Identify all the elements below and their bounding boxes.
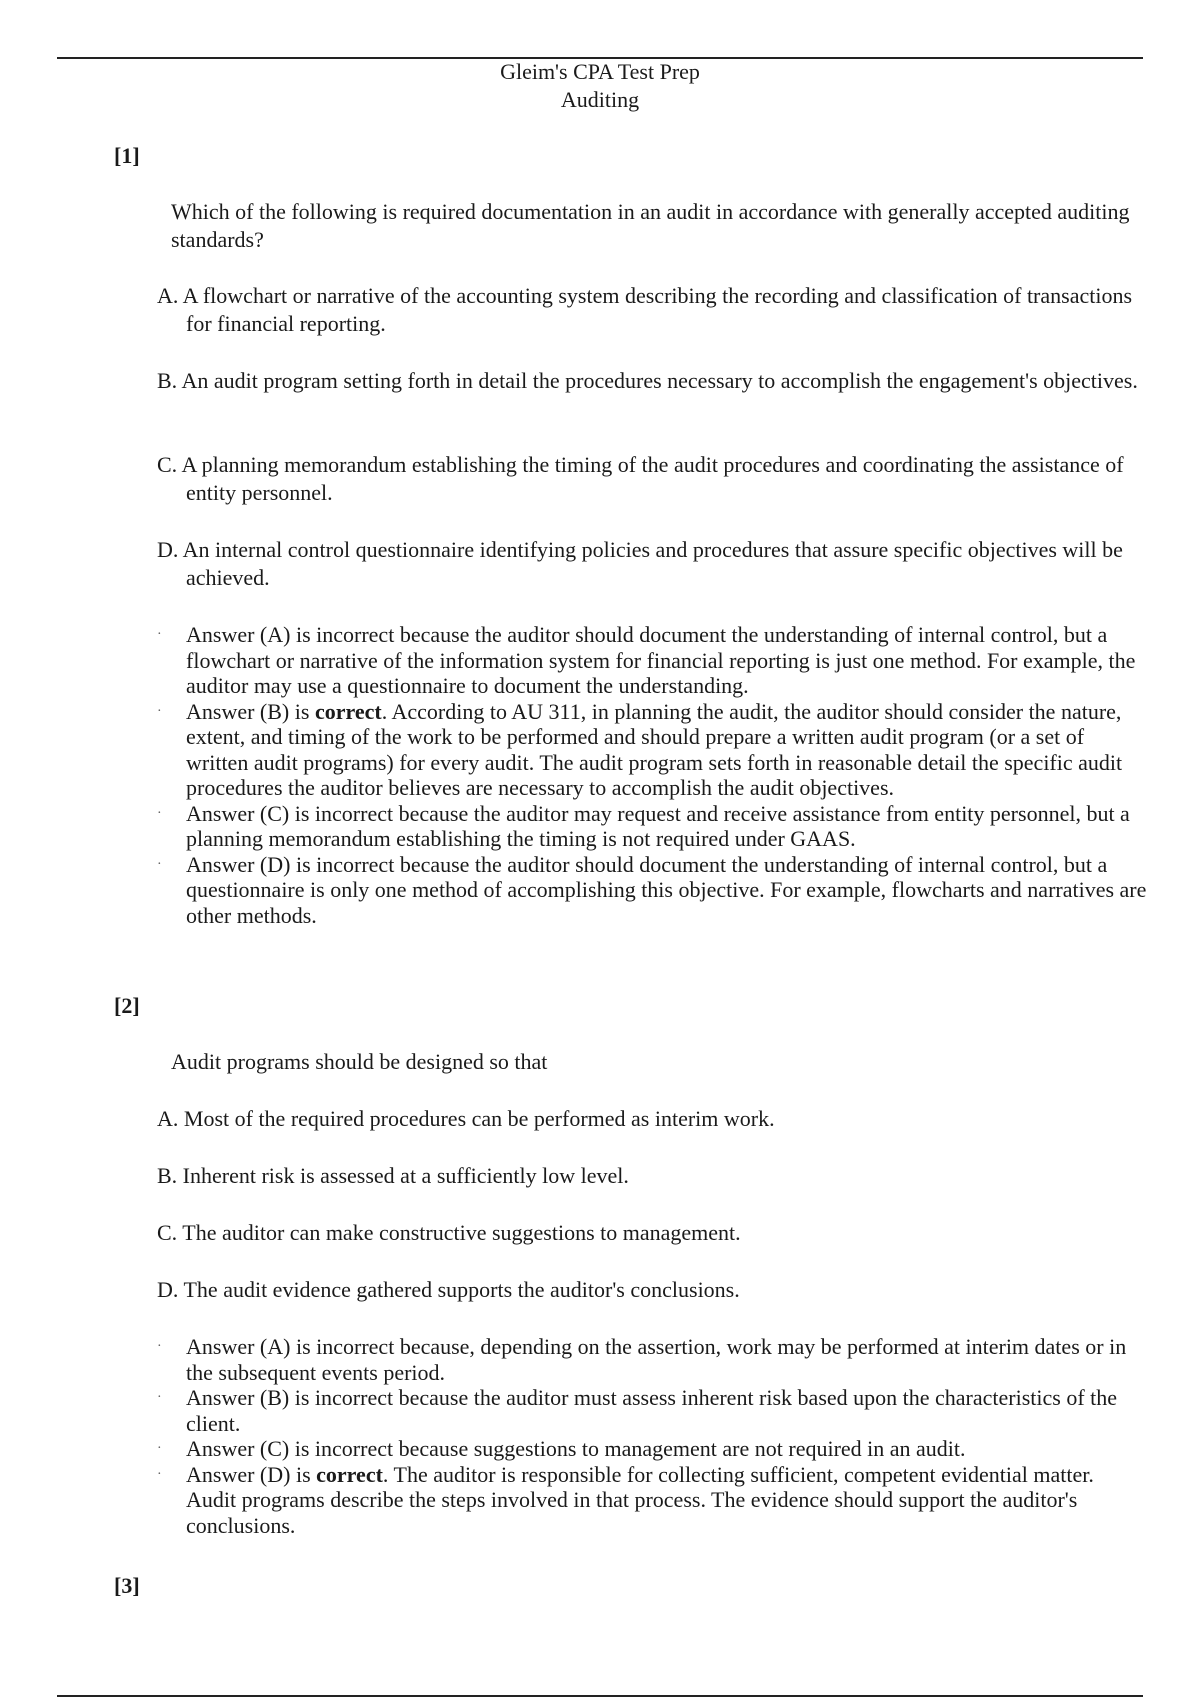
answer-explanation-1-a (157, 622, 1147, 699)
bullet-icon: · (157, 1441, 162, 1456)
answer-explanation-2-c (157, 1436, 1147, 1462)
bullet-icon: · (157, 627, 162, 642)
option-1-a: A. A flowchart or narrative of the accounting system describing the recording and classification of transactions for financial reporting. (157, 283, 1133, 336)
bullet-icon: · (157, 805, 162, 821)
page-header (0, 58, 1200, 114)
correct-marker: correct (316, 1461, 383, 1487)
bullet-icon: · (157, 1390, 162, 1405)
answer-explanations-1 (157, 622, 1147, 928)
answer-text: Answer (C) is incorrect because suggestions to management are not required in an audit. (186, 1436, 966, 1461)
answer-explanations-2 (157, 1334, 1147, 1538)
answer-text: Answer (A) is incorrect because, depending on the assertion, work may be performed at interim dates or in the subsequent events period. (186, 1334, 1127, 1385)
bullet-icon: · (157, 1466, 162, 1482)
question-number-1: [1] (114, 143, 140, 168)
answer-explanation-1-c (157, 801, 1147, 852)
option-2-a: A. Most of the required procedures can be performed as interim work. (157, 1106, 775, 1131)
bullet-icon: · (157, 856, 162, 872)
answer-text: Answer (A) is incorrect because the auditor should document the understanding of internal control, but a flowchart or narrative of the information system for financial reporting is just one method. For example, the auditor may use a questionnaire to document the understanding. (186, 622, 1136, 698)
bullet-icon: · (157, 703, 162, 719)
question-stem-1: Which of the following is required documentation in an audit in accordance with generally accepted auditing standards? (171, 199, 1130, 252)
answer-text-cont: . The auditor is responsible for collecting sufficient, competent evidential matter. Audit programs describe the steps involved in that process. The evidence should support the auditor's conclusions. (186, 1461, 1094, 1538)
answer-text: Answer (B) is (186, 698, 315, 724)
correct-marker: correct (314, 698, 382, 724)
bullet-icon: · (157, 1339, 162, 1354)
answer-explanation-2-b (157, 1385, 1147, 1436)
option-2-d: D. The audit evidence gathered supports the auditor's conclusions. (157, 1277, 740, 1302)
answer-explanation-1-b (157, 699, 1147, 801)
answer-explanation-2-a (157, 1334, 1147, 1385)
question-stem-2: Audit programs should be designed so that (171, 1049, 548, 1074)
answer-text: Answer (D) is (186, 1461, 317, 1487)
answer-explanation-2-d (157, 1462, 1147, 1539)
header-subtitle: Auditing (560, 87, 640, 112)
question-number-2: [2] (114, 993, 140, 1018)
answer-text-cont: . According to AU 311, in planning the audit, the auditor should consider the nature, extent, and timing of the work to be performed and should prepare a written audit program (or a set of written audit programs) for every audit. The audit program sets forth in reasonable detail the specific audit procedures the auditor believes are necessary to accomplish the audit objectives. (186, 698, 1123, 800)
answer-text: Answer (D) is incorrect because the auditor should document the understanding of internal control, but a questionnaire is only one method of accomplishing this objective. For example, flowcharts and narratives are other methods. (186, 851, 1147, 928)
question-number-3: [3] (114, 1573, 140, 1598)
option-1-c: C. A planning memorandum establishing the timing of the audit procedures and coordinating the assistance of entity personnel. (157, 452, 1124, 505)
answer-text: Answer (B) is incorrect because the auditor must assess inherent risk based upon the characteristics of the client. (186, 1385, 1118, 1436)
option-1-d: D. An internal control questionnaire identifying policies and procedures that assure specific objectives will be achieved. (157, 537, 1123, 590)
answer-text: Answer (C) is incorrect because the auditor may request and receive assistance from entity personnel, but a planning memorandum establishing the timing is not required under GAAS. (186, 800, 1130, 851)
option-2-b: B. Inherent risk is assessed at a sufficiently low level. (157, 1163, 629, 1188)
header-title: Gleim's CPA Test Prep (500, 59, 700, 84)
bottom-rule (57, 1695, 1143, 1697)
option-2-c: C. The auditor can make constructive suggestions to management. (157, 1220, 741, 1245)
option-1-b: B. An audit program setting forth in detail the procedures necessary to accomplish the engagement's objectives. (157, 368, 1138, 393)
answer-explanation-1-d (157, 852, 1147, 929)
